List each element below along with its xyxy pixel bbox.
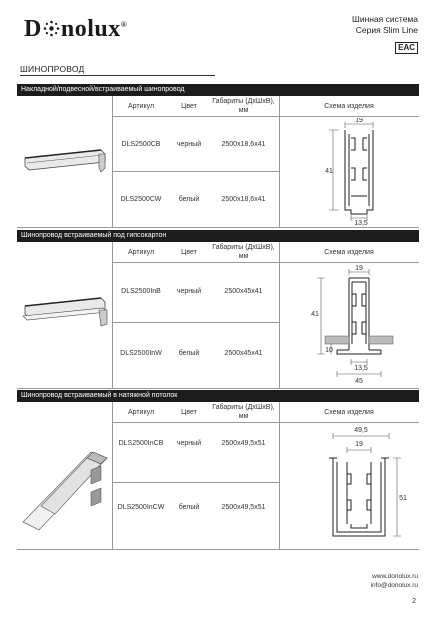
- col-dims-line1: Габариты (ДхШхВ),: [212, 98, 275, 105]
- col-dims-line1: Габариты (ДхШхВ),: [212, 404, 275, 411]
- color-cell: белый: [178, 196, 200, 203]
- color-cell: белый: [178, 504, 200, 511]
- dims-cell: 2500х49,5х51: [221, 440, 266, 447]
- col-color: Цвет: [181, 103, 197, 110]
- section-table: [17, 96, 419, 228]
- dims-cell: 2500х18,6х41: [221, 196, 266, 203]
- dims-cell: 2500х45х41: [224, 350, 263, 357]
- track-image: [21, 146, 109, 186]
- dim-label: 19: [355, 441, 363, 448]
- col-color: Цвет: [181, 409, 197, 416]
- footer-contacts: [371, 572, 418, 590]
- dim-label: 41: [325, 168, 333, 175]
- dim-label: 19: [355, 118, 363, 124]
- col-scheme: Схема изделия: [324, 249, 374, 256]
- col-scheme: Схема изделия: [324, 103, 374, 110]
- dim-label: 13,5: [354, 220, 368, 226]
- registered-mark: ®: [120, 20, 128, 29]
- dim-label: 45: [355, 378, 363, 385]
- page-title: ШИНОПРОВОД: [20, 64, 85, 74]
- dims-cell: 2500х45х41: [224, 288, 263, 295]
- color-cell: черный: [176, 288, 202, 295]
- logo-wordmark: nolux: [60, 16, 121, 42]
- dim-label: 19: [355, 265, 363, 272]
- dim-label: 10: [325, 347, 333, 354]
- section-table: [17, 402, 419, 550]
- series-header: [352, 14, 418, 36]
- col-dims: [208, 97, 279, 115]
- article-cell: DLS2500InB: [121, 288, 161, 295]
- color-cell: белый: [178, 350, 200, 357]
- color-cell: черный: [176, 141, 202, 148]
- col-dims-line2: мм: [238, 253, 249, 260]
- track-image: [21, 296, 109, 340]
- section-title: Накладной/подвесной/встраиваемый шинопровод: [17, 84, 419, 96]
- article-cell: DLS2500CB: [121, 141, 161, 148]
- dims-cell: 2500х18,6х41: [221, 141, 266, 148]
- dims-cell: 2500х49,5х51: [221, 504, 266, 511]
- col-article: Артикул: [127, 249, 155, 256]
- col-article: Артикул: [127, 409, 155, 416]
- title-underline: [20, 75, 215, 76]
- profile-scheme: [289, 424, 409, 548]
- article-cell: DLS2500InW: [120, 350, 162, 357]
- col-article: Артикул: [127, 103, 155, 110]
- profile-scheme: [289, 118, 409, 226]
- profile-scheme: [289, 264, 409, 386]
- col-dims-line2: мм: [238, 107, 249, 114]
- color-cell: черный: [176, 440, 202, 447]
- eac-mark: EAC: [395, 42, 418, 54]
- col-dims: [208, 243, 279, 261]
- section-title: Шинопровод встраиваемый в натяжной потолок: [17, 390, 419, 402]
- header-line-2: Серия Slim Line: [355, 25, 418, 35]
- sun-icon: [43, 17, 60, 34]
- header-line-1: Шинная система: [352, 14, 418, 24]
- brand-logo: [24, 16, 127, 43]
- col-scheme: Схема изделия: [324, 409, 374, 416]
- dim-label: 49,5: [354, 427, 368, 434]
- article-cell: DLS2500CW: [120, 196, 162, 203]
- dim-label: 51: [399, 495, 407, 502]
- section-title: Шинопровод встраиваемый под гипсокартон: [17, 230, 419, 242]
- track-image: [21, 432, 109, 542]
- dim-label: 13,5: [354, 365, 368, 372]
- col-dims-line1: Габариты (ДхШхВ),: [212, 244, 275, 251]
- col-dims: [208, 403, 279, 421]
- logo-letter: D: [24, 16, 42, 42]
- email-link[interactable]: info@donolux.ru: [370, 582, 418, 589]
- section-table: [17, 242, 419, 389]
- page-number: 2: [412, 598, 416, 605]
- website-link[interactable]: www.donolux.ru: [372, 573, 418, 580]
- col-dims-line2: мм: [238, 413, 249, 420]
- article-cell: DLS2500InCB: [118, 440, 164, 447]
- dim-label: 41: [311, 311, 319, 318]
- col-color: Цвет: [181, 249, 197, 256]
- article-cell: DLS2500InCW: [117, 504, 165, 511]
